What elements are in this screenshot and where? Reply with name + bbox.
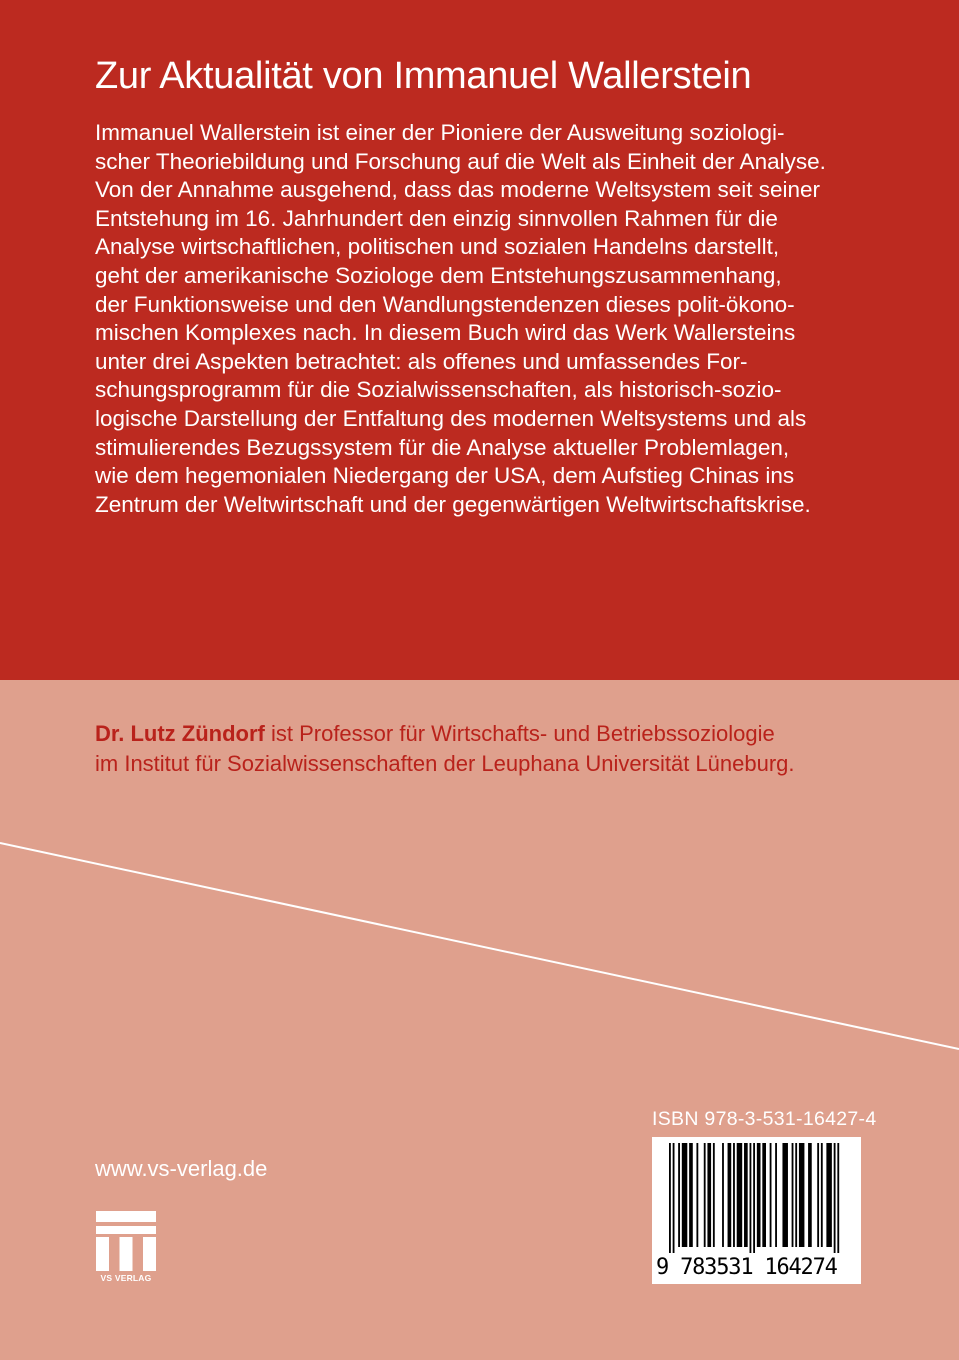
author-bio xyxy=(95,719,875,779)
author-bio-line-1-rest: ist Professor für Wirtschafts- und Betriebssoziologie xyxy=(264,721,775,746)
blurb-line: geht der amerikanische Soziologe dem Entstehungszusammenhang, xyxy=(95,262,782,288)
barcode-bar xyxy=(707,1143,711,1247)
barcode-bar xyxy=(733,1143,735,1247)
vs-verlag-logo-mark xyxy=(96,1209,156,1271)
blurb-line: der Funktionsweise und den Wandlungstendenzen dieses polit-ökono- xyxy=(95,291,795,317)
barcode-bar xyxy=(753,1143,755,1253)
vs-verlag-logo-icon xyxy=(96,1209,156,1285)
blurb-line: Analyse wirtschaftlichen, politischen und sozialen Handelns darstellt, xyxy=(95,234,780,260)
barcode-bar xyxy=(762,1143,766,1247)
author-name: Dr. Lutz Zündorf xyxy=(95,721,265,746)
barcode-bar xyxy=(834,1143,836,1253)
cover-title: Zur Aktualität von Immanuel Wallerstein xyxy=(95,55,752,97)
blurb-line: Entstehung im 16. Jahrhundert den einzig sinnvollen Rahmen für die xyxy=(95,205,778,231)
blurb-line: scher Theoriebildung und Forschung auf die Welt als Einheit der Analyse. xyxy=(95,148,826,174)
barcode-bar xyxy=(808,1143,812,1247)
barcode-bar xyxy=(682,1143,687,1247)
logo-label: VS VERLAG xyxy=(100,1273,152,1283)
barcode-bar xyxy=(799,1143,804,1247)
blurb-line: Immanuel Wallerstein ist einer der Pioniere der Ausweitung soziologi- xyxy=(95,120,785,145)
barcode-bar xyxy=(737,1143,742,1247)
barcode-bar xyxy=(757,1143,761,1247)
barcode-bar xyxy=(775,1143,777,1247)
barcode xyxy=(652,1137,861,1284)
barcode-bar xyxy=(744,1143,748,1247)
blurb-line: wie dem hegemonialen Niedergang der USA, dem Aufstieg Chinas ins xyxy=(95,463,795,489)
barcode-bar xyxy=(770,1143,772,1247)
barcode-bar xyxy=(678,1143,680,1247)
barcode-bar xyxy=(792,1143,794,1247)
barcode-bar xyxy=(817,1143,819,1247)
blurb-text xyxy=(95,119,865,519)
barcode-digits: 9 783531 164274 xyxy=(656,1255,837,1280)
barcode-bar xyxy=(689,1143,693,1247)
barcode-bar xyxy=(837,1143,839,1253)
blurb-line: Zentrum der Weltwirtschaft und der gegenwärtigen Weltwirtschaftskrise. xyxy=(95,491,811,517)
author-bio-line-2: im Institut für Sozialwissenschaften der Leuphana Universität Lüneburg. xyxy=(95,751,795,776)
barcode-bar xyxy=(821,1143,823,1247)
blurb-line: Von der Annahme ausgehend, dass das moderne Weltsystem seit seiner xyxy=(95,177,821,203)
barcode-bar xyxy=(826,1143,831,1247)
barcode-bar xyxy=(750,1143,752,1253)
barcode-bar xyxy=(673,1143,675,1253)
barcode-bar xyxy=(795,1143,797,1247)
barcode-bar xyxy=(713,1143,715,1247)
blurb-line: unter drei Aspekten betrachtet: als offenes und umfassendes For- xyxy=(95,348,748,374)
blurb-line: mischen Komplexes nach. In diesem Buch wird das Werk Wallersteins xyxy=(95,320,796,346)
barcode-bar xyxy=(722,1143,724,1247)
publisher-website-link[interactable]: www.vs-verlag.de xyxy=(95,1156,268,1181)
barcode-bar xyxy=(704,1143,706,1247)
blurb-line: schungsprogramm für die Sozialwissenschaften, als historisch-sozio- xyxy=(95,377,782,403)
barcode-bar xyxy=(728,1143,732,1247)
barcode-bar xyxy=(696,1143,698,1247)
barcode-bars xyxy=(652,1137,861,1257)
author-bio-line-1 xyxy=(95,719,875,749)
blurb-line: stimulierendes Bezugssystem für die Analyse aktueller Problemlagen, xyxy=(95,434,790,460)
barcode-bar xyxy=(782,1143,787,1247)
blurb-line: logische Darstellung der Entfaltung des modernen Weltsystems und als xyxy=(95,405,807,431)
barcode-bar xyxy=(669,1143,671,1253)
isbn-number: ISBN 978-3-531-16427-4 xyxy=(652,1108,877,1130)
